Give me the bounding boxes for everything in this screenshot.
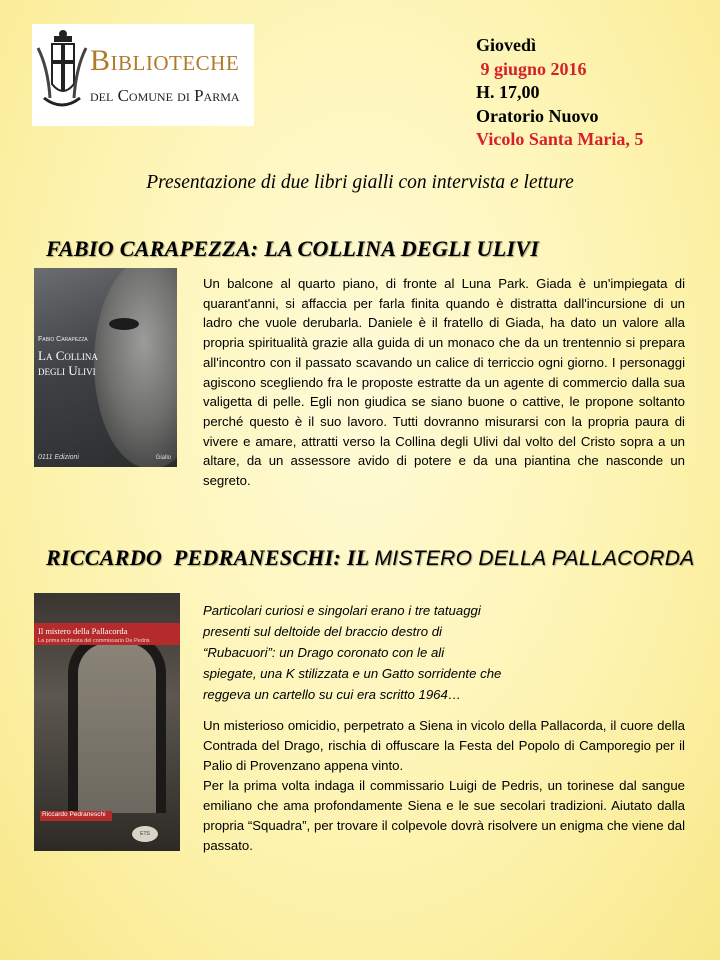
cover-publisher: 0111 Edizioni (38, 454, 79, 461)
book2-heading-part2: MISTERO DELLA PALLACORDA (374, 547, 695, 570)
cover-subtitle: La prima inchiesta del commissario De Pedris (38, 638, 150, 644)
book2-description (203, 716, 685, 856)
cover-title: Il mistero della Pallacorda (38, 626, 128, 636)
cover-face-image (94, 268, 177, 467)
event-day: Giovedì (476, 35, 537, 55)
cover-title-line2: degli Ulivi (38, 363, 96, 378)
event-venue: Oratorio Nuovo (476, 105, 599, 126)
event-address: Vicolo Santa Maria, 5 (476, 129, 644, 149)
cover-genre: Giallo (155, 455, 171, 461)
cover-author: Riccardo Pedraneschi (42, 811, 106, 818)
cover-title-line1: La Collina (38, 348, 98, 363)
book2-cover (34, 593, 180, 851)
event-subtitle: Presentazione di due libri gialli con intervista e letture (146, 172, 574, 193)
cover-publisher-logo: ETS (132, 826, 158, 842)
cover-title (38, 348, 98, 378)
quote-line: “Rubacuori”: un Drago coronato con le ali (203, 645, 445, 660)
quote-line: presenti sul deltoide del braccio destro di (203, 624, 442, 639)
quote-line: Particolari curiosi e singolari erano i tre tatuaggi (203, 603, 481, 618)
book1-heading: FABIO CARAPEZZA: LA COLLINA DEGLI ULIVI (46, 236, 540, 261)
book2-paragraph2: Per la prima volta indaga il commissario Luigi de Pedris, un torinese dal sangue emiliano che ama profondamente Siena e le sue secolari tradizioni. Aiutato dalla propria “Squadra”, per trovare il colpevole dovrà risolvere un enigma che viene dal passato. (203, 778, 685, 853)
event-time: H. 17,00 (476, 82, 540, 102)
event-info (476, 34, 643, 152)
logo-subtitle: del Comune di Parma (90, 86, 240, 105)
event-date: 9 giugno 2016 (476, 58, 587, 79)
book2-heading (46, 545, 694, 571)
cover-eye-image (109, 318, 139, 330)
book2-paragraph1: Un misterioso omicidio, perpetrato a Siena in vicolo della Pallacorda, il cuore della Contrada del Drago, rischia di offuscare la Festa del Popolo di Camporegio per il Palio di Provenzano appena vinto. (203, 718, 685, 773)
book1-cover (34, 268, 177, 467)
quote-line: spiegate, una K stilizzata e un Gatto sorridente che (203, 666, 502, 681)
coat-of-arms-icon (34, 28, 90, 122)
logo-title: Biblioteche (90, 44, 240, 77)
book2-heading-part1: RICCARDO PEDRANESCHI: IL (46, 545, 375, 570)
cover-author: Fabio Carapezza (38, 336, 88, 343)
quote-line: reggeva un cartello su cui era scritto 1964… (203, 687, 462, 702)
book1-description: Un balcone al quarto piano, di fronte al Luna Park. Giada è un'impiegata di quarant'anni, si affaccia per farla finita quando è distratta dall'incursione di un ladro che vuole derubarla. Daniele è il fratello di Giada, ha dato un valore alla propria spiritualità grazie alla guida di un monaco che da un trentennio si prepara all'incontro con il passato scavando un calice di terriccio ogni giorno. I personaggi agiscono scegliendo fra le proposte estratte da un agente di commercio dalla sua valigetta di pelle. Egli non giudica se siano buone o cattive, le propone soltanto perché questo è il suo lavoro. Tutti dovranno misurarsi con la propria paura di vivere e amare, attratti verso la Collina degli Ulivi dal volto del Cristo sopra a un altare, da un assessore avido di potere e da una piantina che nasconde un segreto. (203, 276, 685, 489)
book2-quote (203, 600, 583, 705)
cover-arch-image (68, 633, 166, 813)
library-logo (32, 24, 254, 126)
